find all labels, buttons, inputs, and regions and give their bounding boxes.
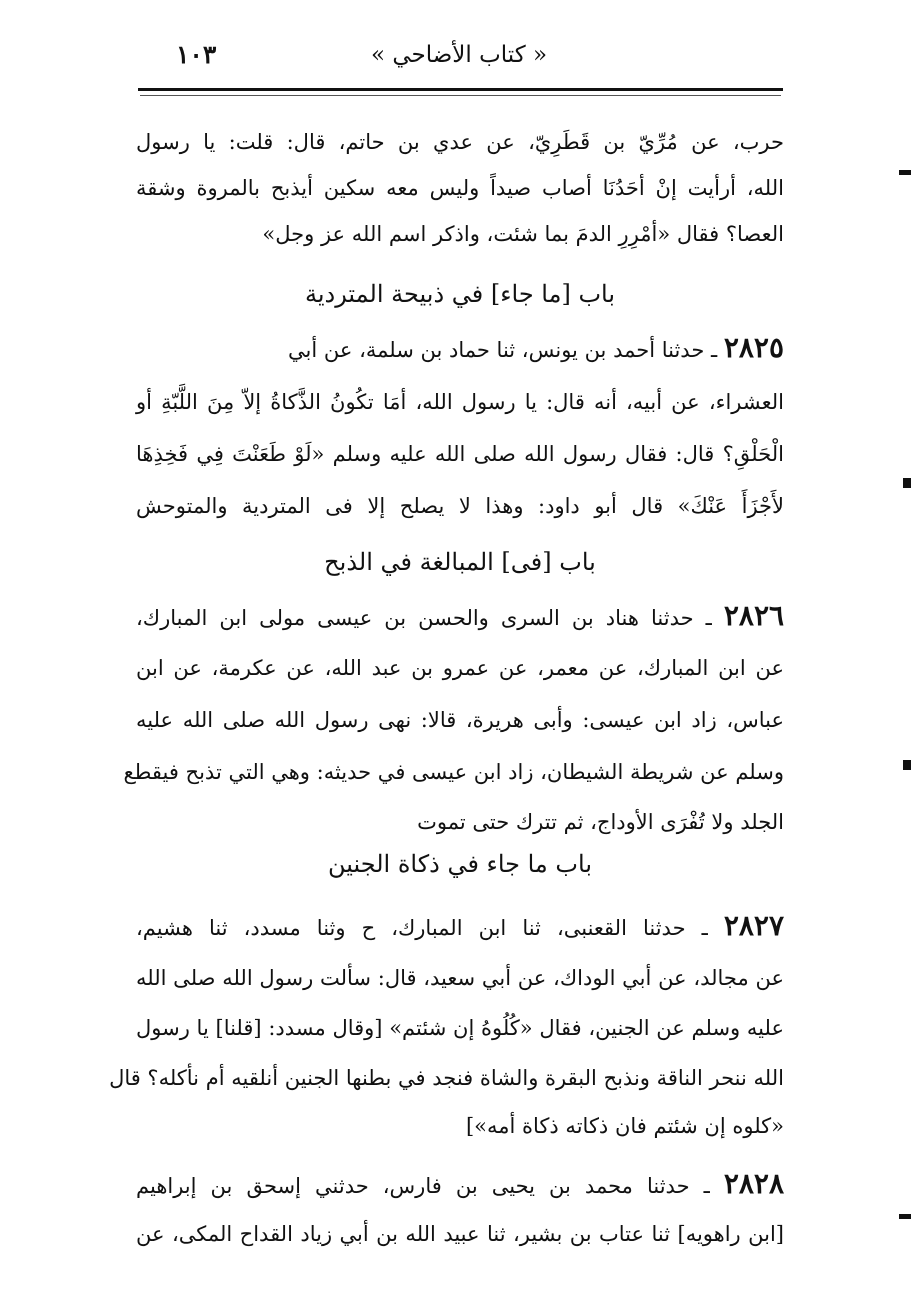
text-line: وسلم عن شريطة الشيطان، زاد ابن عيسى في حديثه: وهي التي تذبح فيقطع [123,760,784,784]
hadith-number: ٢٨٢٥ [723,331,784,364]
chapter-heading: باب ما جاء في ذكاة الجنين [327,850,593,878]
running-title: « كتاب الأضاحي » [370,42,548,68]
hadith-number: ٢٨٢٨ [723,1167,784,1200]
text-line: لأَجْزَأَ عَنْكَ» قال أبو داود: وهذا لا يصلح إلا فى المتردية والمتوحش [136,494,784,518]
header-rule-thin [140,95,781,96]
text-line: الجلد ولا تُفْرَى الأوداج، ثم تترك حتى تموت [417,810,784,834]
text-line: عن ابن المبارك، عن معمر، عن عمرو بن عبد الله، عن عكرمة، عن ابن [136,656,784,680]
hadith-text: حدثنا أحمد بن يونس، ثنا حماد بن سلمة، عن أبي [288,338,705,362]
text-line: «كلوه إن شئتم فان ذكاته ذكاة أمه»] [465,1114,784,1138]
text-line: ٢٨٢٦ ـ حدثنا هناد بن السرى والحسن بن عيسى مولى ابن المبارك، [136,599,785,632]
page-header [136,38,782,88]
text-line: ٢٨٢٥ ـ حدثنا أحمد بن يونس، ثنا حماد بن سلمة، عن أبي [288,331,784,364]
hadith-text: حدثنا هناد بن السرى والحسن بن عيسى مولى ابن المبارك، [136,606,694,630]
text-line: عليه وسلم عن الجنين، فقال «كُلُوهُ إن شئتم» [وقال مسدد: [قلنا] يا رسول [136,1016,784,1040]
hadith-number: ٢٨٢٧ [723,909,784,942]
margin-mark [899,170,911,175]
hadith-text: حدثنا محمد بن يحيى بن فارس، حدثني إسحق بن إبراهيم [136,1174,690,1198]
margin-mark [899,1214,911,1219]
text-line: حرب، عن مُرِّيّ بن قَطَرِيّ، عن عدي بن حاتم، قال: قلت: يا رسول [136,130,784,154]
text-line: العشراء، عن أبيه، أنه قال: يا رسول الله، أمَا تكُونُ الذَّكاةُ إلاّ مِنَ اللَّبّةِ أو [136,390,784,414]
hadith-text: حدثنا القعنبى، ثنا ابن المبارك، ح وثنا مسدد، ثنا هشيم، [136,916,686,940]
hadith-number: ٢٨٢٦ [723,599,785,632]
chapter-heading: باب [فى] المبالغة في الذبح [324,548,596,576]
text-line: ٢٨٢٧ ـ حدثنا القعنبى، ثنا ابن المبارك، ح وثنا مسدد، ثنا هشيم، [136,909,784,942]
header-rule [138,88,783,91]
text-line: عباس، زاد ابن عيسى: وأبى هريرة، قالا: نهى رسول الله صلى الله عليه [136,708,784,732]
text-line: [ابن راهويه] ثنا عتاب بن بشير، ثنا عبيد الله بن أبي زياد القداح المكى، عن [136,1222,784,1246]
text-line: عن مجالد، عن أبي الوداك، عن أبي سعيد، قال: سألت رسول الله صلى الله [136,966,784,990]
page-number: ١٠٣ [176,40,217,69]
text-line: ٢٨٢٨ ـ حدثنا محمد بن يحيى بن فارس، حدثني إسحق بن إبراهيم [136,1167,784,1200]
chapter-heading: باب [ما جاء] في ذبيحة المتردية [304,280,616,308]
text-line: الله ننحر الناقة ونذبح البقرة والشاة فنجد في بطنها الجنين أنلقيه أم نأكله؟ قال [109,1066,784,1090]
text-line: الْحَلْقِ؟ قال: فقال رسول الله صلى الله عليه وسلم «لَوْ طَعَنْتَ فِي فَخِذِهَا [136,442,784,466]
text-line: العصا؟ فقال «أمْرِرِ الدمَ بما شئت، واذكر اسم الله عز وجل» [262,222,784,246]
text-line: الله، أرأيت إنْ أحَدُنَا أصاب صيداً وليس معه سكين أيذبح بالمروة وشقة [136,176,784,200]
margin-mark [903,760,911,770]
margin-mark [903,478,911,488]
